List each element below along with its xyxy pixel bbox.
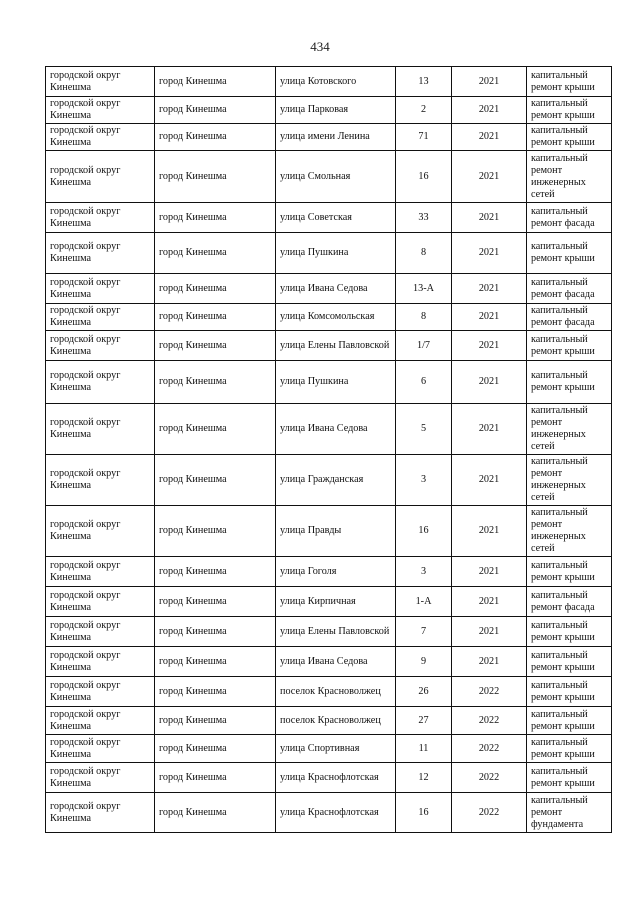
year-cell: 2021	[452, 67, 527, 97]
city-cell: город Кинешма	[155, 274, 276, 304]
table-row	[46, 455, 612, 506]
table-row	[46, 506, 612, 557]
district-cell: городской округ Кинешма	[46, 707, 155, 735]
street-cell: улица Советская	[276, 203, 396, 233]
house-number-cell: 3	[396, 557, 452, 587]
street-cell: улица Краснофлотская	[276, 793, 396, 833]
year-cell: 2022	[452, 677, 527, 707]
house-number-cell: 9	[396, 647, 452, 677]
table-row	[46, 707, 612, 735]
work-type-cell: капитальный ремонт инженерных сетей	[527, 151, 612, 203]
street-cell: улица Смольная	[276, 151, 396, 203]
street-cell: улица Парковая	[276, 97, 396, 124]
work-type-cell: капитальный ремонт крыши	[527, 67, 612, 97]
city-cell: город Кинешма	[155, 677, 276, 707]
district-cell: городской округ Кинешма	[46, 617, 155, 647]
street-cell: улица Пушкина	[276, 361, 396, 404]
year-cell: 2021	[452, 97, 527, 124]
work-type-cell: капитальный ремонт крыши	[527, 331, 612, 361]
street-cell: улица Пушкина	[276, 233, 396, 274]
year-cell: 2021	[452, 274, 527, 304]
city-cell: город Кинешма	[155, 647, 276, 677]
house-number-cell: 12	[396, 763, 452, 793]
city-cell: город Кинешма	[155, 331, 276, 361]
house-number-cell: 8	[396, 233, 452, 274]
street-cell: улица имени Ленина	[276, 124, 396, 151]
city-cell: город Кинешма	[155, 506, 276, 557]
city-cell: город Кинешма	[155, 735, 276, 763]
city-cell: город Кинешма	[155, 793, 276, 833]
house-number-cell: 13-А	[396, 274, 452, 304]
district-cell: городской округ Кинешма	[46, 274, 155, 304]
work-type-cell: капитальный ремонт крыши	[527, 124, 612, 151]
city-cell: город Кинешма	[155, 587, 276, 617]
work-type-cell: капитальный ремонт крыши	[527, 647, 612, 677]
table-row	[46, 361, 612, 404]
table-row	[46, 203, 612, 233]
street-cell: улица Спортивная	[276, 735, 396, 763]
work-type-cell: капитальный ремонт инженерных сетей	[527, 455, 612, 506]
table-row	[46, 404, 612, 455]
street-cell: улица Елены Павловской	[276, 331, 396, 361]
year-cell: 2021	[452, 404, 527, 455]
table-row	[46, 763, 612, 793]
street-cell: улица Краснофлотская	[276, 763, 396, 793]
city-cell: город Кинешма	[155, 763, 276, 793]
table-row	[46, 233, 612, 274]
table-row	[46, 304, 612, 331]
city-cell: город Кинешма	[155, 707, 276, 735]
year-cell: 2022	[452, 735, 527, 763]
year-cell: 2021	[452, 331, 527, 361]
table-row	[46, 331, 612, 361]
work-type-cell: капитальный ремонт крыши	[527, 97, 612, 124]
house-number-cell: 33	[396, 203, 452, 233]
year-cell: 2021	[452, 203, 527, 233]
table-row	[46, 677, 612, 707]
work-type-cell: капитальный ремонт фасада	[527, 304, 612, 331]
year-cell: 2022	[452, 793, 527, 833]
year-cell: 2021	[452, 151, 527, 203]
city-cell: город Кинешма	[155, 361, 276, 404]
district-cell: городской округ Кинешма	[46, 647, 155, 677]
work-type-cell: капитальный ремонт крыши	[527, 677, 612, 707]
year-cell: 2021	[452, 304, 527, 331]
city-cell: город Кинешма	[155, 67, 276, 97]
house-number-cell: 7	[396, 617, 452, 647]
district-cell: городской округ Кинешма	[46, 677, 155, 707]
page-number: 434	[310, 39, 330, 54]
city-cell: город Кинешма	[155, 124, 276, 151]
city-cell: город Кинешма	[155, 557, 276, 587]
year-cell: 2021	[452, 455, 527, 506]
street-cell: поселок Красноволжец	[276, 677, 396, 707]
work-type-cell: капитальный ремонт крыши	[527, 361, 612, 404]
house-number-cell: 8	[396, 304, 452, 331]
street-cell: улица Ивана Седова	[276, 647, 396, 677]
district-cell: городской округ Кинешма	[46, 304, 155, 331]
work-type-cell: капитальный ремонт фасада	[527, 203, 612, 233]
table-row	[46, 617, 612, 647]
street-cell: улица Гоголя	[276, 557, 396, 587]
street-cell: улица Котовского	[276, 67, 396, 97]
year-cell: 2021	[452, 587, 527, 617]
district-cell: городской округ Кинешма	[46, 67, 155, 97]
district-cell: городской округ Кинешма	[46, 506, 155, 557]
year-cell: 2021	[452, 506, 527, 557]
work-type-cell: капитальный ремонт крыши	[527, 617, 612, 647]
district-cell: городской округ Кинешма	[46, 763, 155, 793]
district-cell: городской округ Кинешма	[46, 151, 155, 203]
table-row	[46, 67, 612, 97]
table-row	[46, 735, 612, 763]
street-cell: улица Ивана Седова	[276, 404, 396, 455]
work-type-cell: капитальный ремонт фундамента	[527, 793, 612, 833]
street-cell: улица Елены Павловской	[276, 617, 396, 647]
district-cell: городской округ Кинешма	[46, 331, 155, 361]
house-number-cell: 5	[396, 404, 452, 455]
work-type-cell: капитальный ремонт крыши	[527, 763, 612, 793]
district-cell: городской округ Кинешма	[46, 404, 155, 455]
table-row	[46, 151, 612, 203]
district-cell: городской округ Кинешма	[46, 203, 155, 233]
street-cell: улица Гражданская	[276, 455, 396, 506]
house-number-cell: 16	[396, 506, 452, 557]
house-number-cell: 2	[396, 97, 452, 124]
city-cell: город Кинешма	[155, 97, 276, 124]
house-number-cell: 16	[396, 793, 452, 833]
table-row	[46, 124, 612, 151]
house-number-cell: 6	[396, 361, 452, 404]
year-cell: 2021	[452, 617, 527, 647]
year-cell: 2021	[452, 124, 527, 151]
city-cell: город Кинешма	[155, 151, 276, 203]
work-type-cell: капитальный ремонт фасада	[527, 587, 612, 617]
house-number-cell: 71	[396, 124, 452, 151]
city-cell: город Кинешма	[155, 304, 276, 331]
city-cell: город Кинешма	[155, 404, 276, 455]
work-type-cell: капитальный ремонт инженерных сетей	[527, 404, 612, 455]
district-cell: городской округ Кинешма	[46, 735, 155, 763]
house-number-cell: 16	[396, 151, 452, 203]
street-cell: улица Ивана Седова	[276, 274, 396, 304]
work-type-cell: капитальный ремонт крыши	[527, 557, 612, 587]
table-row	[46, 793, 612, 833]
house-number-cell: 1/7	[396, 331, 452, 361]
work-type-cell: капитальный ремонт крыши	[527, 233, 612, 274]
city-cell: город Кинешма	[155, 233, 276, 274]
table-row	[46, 647, 612, 677]
year-cell: 2021	[452, 233, 527, 274]
table-row	[46, 587, 612, 617]
year-cell: 2021	[452, 647, 527, 677]
district-cell: городской округ Кинешма	[46, 587, 155, 617]
work-type-cell: капитальный ремонт инженерных сетей	[527, 506, 612, 557]
city-cell: город Кинешма	[155, 203, 276, 233]
street-cell: улица Правды	[276, 506, 396, 557]
table-row	[46, 274, 612, 304]
district-cell: городской округ Кинешма	[46, 455, 155, 506]
house-number-cell: 1-А	[396, 587, 452, 617]
city-cell: город Кинешма	[155, 455, 276, 506]
house-number-cell: 26	[396, 677, 452, 707]
city-cell: город Кинешма	[155, 617, 276, 647]
work-type-cell: капитальный ремонт фасада	[527, 274, 612, 304]
table-body	[46, 67, 612, 833]
repair-schedule-table	[45, 66, 612, 833]
district-cell: городской округ Кинешма	[46, 361, 155, 404]
work-type-cell: капитальный ремонт крыши	[527, 735, 612, 763]
district-cell: городской округ Кинешма	[46, 233, 155, 274]
table-row	[46, 97, 612, 124]
house-number-cell: 11	[396, 735, 452, 763]
district-cell: городской округ Кинешма	[46, 557, 155, 587]
year-cell: 2021	[452, 557, 527, 587]
district-cell: городской округ Кинешма	[46, 97, 155, 124]
house-number-cell: 3	[396, 455, 452, 506]
street-cell: улица Комсомольская	[276, 304, 396, 331]
street-cell: поселок Красноволжец	[276, 707, 396, 735]
year-cell: 2022	[452, 763, 527, 793]
district-cell: городской округ Кинешма	[46, 124, 155, 151]
street-cell: улица Кирпичная	[276, 587, 396, 617]
house-number-cell: 27	[396, 707, 452, 735]
work-type-cell: капитальный ремонт крыши	[527, 707, 612, 735]
year-cell: 2021	[452, 361, 527, 404]
house-number-cell: 13	[396, 67, 452, 97]
table-row	[46, 557, 612, 587]
district-cell: городской округ Кинешма	[46, 793, 155, 833]
year-cell: 2022	[452, 707, 527, 735]
